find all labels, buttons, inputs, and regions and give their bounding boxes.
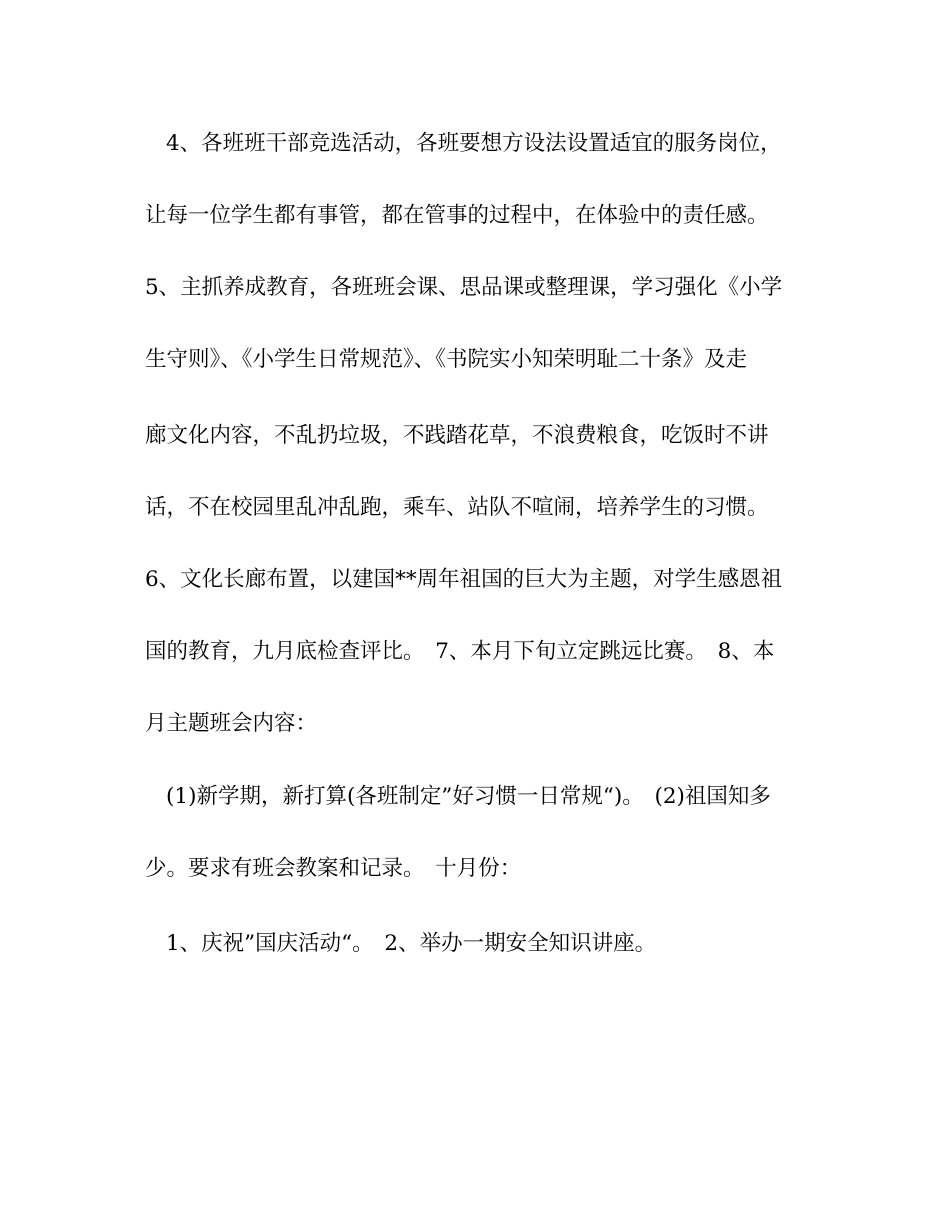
text-line: 话，不在校园里乱冲乱跑，乘车、站队不喧闹，培养学生的习惯。 xyxy=(145,495,769,520)
text-line: 4、各班班干部竞选活动，各班要想方设法设置适宜的服务岗位， xyxy=(166,131,782,156)
text-line: 廊文化内容，不乱扔垃圾，不践踏花草，不浪费粮食，吃饭时不讲 xyxy=(145,423,769,448)
text-line: 少。要求有班会教案和记录。 十月份： xyxy=(145,856,522,881)
text-line: 5、主抓养成教育，各班班会课、思品课或整理课，学习强化《小学 xyxy=(145,275,783,300)
text-line: 生守则》、《小学生日常规范》、《书院实小知荣明耻二十条》及走 xyxy=(145,347,748,372)
text-line: 国的教育，九月底检查评比。 7、本月下旬立定跳远比赛。 8、本 xyxy=(145,639,775,664)
text-line: 6、文化长廊布置，以建国**周年祖国的巨大为主题，对学生感恩祖 xyxy=(145,567,783,592)
text-line: (1)新学期，新打算(各班制定”好习惯一日常规“)。 (2)祖国知多 xyxy=(166,784,771,809)
text-line: 月主题班会内容： xyxy=(145,711,318,736)
text-line: 1、庆祝”国庆活动“。 2、举办一期安全知识讲座。 xyxy=(166,931,657,956)
text-line: 让每一位学生都有事管，都在管事的过程中，在体验中的责任感。 xyxy=(145,203,769,228)
